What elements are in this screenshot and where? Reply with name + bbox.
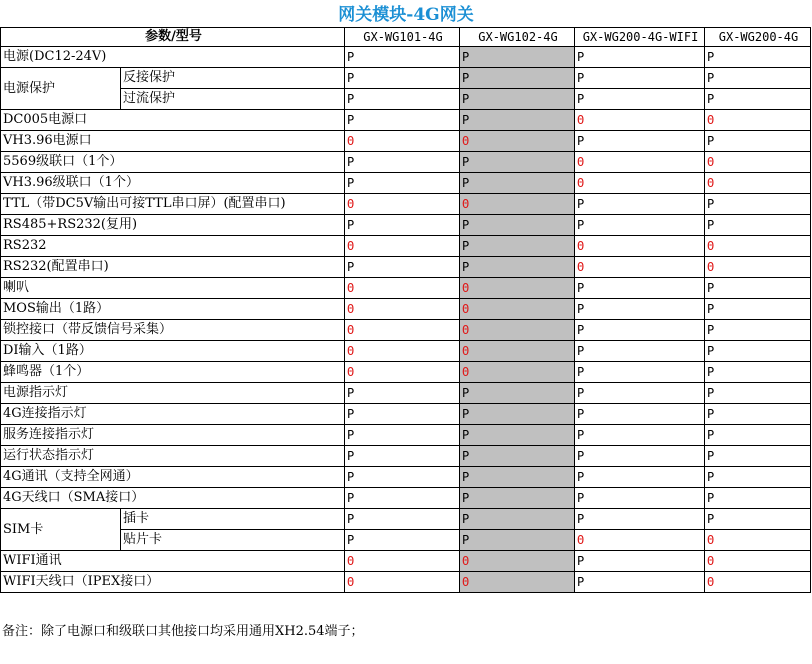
value-cell xyxy=(575,215,705,236)
value-cell xyxy=(575,278,705,299)
value-cell xyxy=(575,551,705,572)
not-supported-mark: Θ xyxy=(347,134,355,148)
supported-mark: P xyxy=(577,512,585,526)
table-row xyxy=(1,467,811,488)
table-row xyxy=(1,530,811,551)
not-supported-mark: Θ xyxy=(462,575,470,589)
supported-mark: P xyxy=(462,176,470,190)
value-cell xyxy=(460,173,575,194)
row-label: 4G天线口（SMA接口） xyxy=(1,488,345,509)
header-param: 参数/型号 xyxy=(1,28,345,47)
table-row xyxy=(1,47,811,68)
value-cell xyxy=(345,320,460,341)
value-cell xyxy=(575,152,705,173)
value-cell xyxy=(460,89,575,110)
supported-mark: P xyxy=(707,50,715,64)
value-cell xyxy=(575,131,705,152)
row-label: RS485+RS232(复用) xyxy=(1,215,345,236)
supported-mark: P xyxy=(577,71,585,85)
not-supported-mark: Θ xyxy=(462,554,470,568)
not-supported-mark: Θ xyxy=(707,155,715,169)
supported-mark: P xyxy=(462,428,470,442)
supported-mark: P xyxy=(462,260,470,274)
value-cell xyxy=(575,236,705,257)
supported-mark: P xyxy=(707,512,715,526)
header-model: GX-WG200-4G-WIFI xyxy=(575,28,705,47)
supported-mark: P xyxy=(577,554,585,568)
value-cell xyxy=(345,362,460,383)
not-supported-mark: Θ xyxy=(347,575,355,589)
row-label: 锁控接口（带反馈信号采集） xyxy=(1,320,345,341)
row-label: 喇叭 xyxy=(1,278,345,299)
value-cell xyxy=(460,488,575,509)
supported-mark: P xyxy=(347,260,355,274)
supported-mark: P xyxy=(577,218,585,232)
value-cell xyxy=(705,152,811,173)
supported-mark: P xyxy=(707,218,715,232)
value-cell xyxy=(575,194,705,215)
value-cell xyxy=(705,551,811,572)
value-cell xyxy=(460,320,575,341)
value-cell xyxy=(705,509,811,530)
supported-mark: P xyxy=(462,512,470,526)
supported-mark: P xyxy=(347,491,355,505)
row-label: RS232 xyxy=(1,236,345,257)
row-label: 蜂鸣器（1个） xyxy=(1,362,345,383)
value-cell xyxy=(705,488,811,509)
supported-mark: P xyxy=(462,92,470,106)
supported-mark: P xyxy=(577,302,585,316)
value-cell xyxy=(575,488,705,509)
supported-mark: P xyxy=(347,113,355,127)
value-cell xyxy=(575,341,705,362)
supported-mark: P xyxy=(462,155,470,169)
row-label: 电源指示灯 xyxy=(1,383,345,404)
row-label: 电源(DC12-24V) xyxy=(1,47,345,68)
value-cell xyxy=(575,299,705,320)
value-cell xyxy=(575,173,705,194)
value-cell xyxy=(705,110,811,131)
footnote: 备注：除了电源口和级联口其他接口均采用通用XH2.54端子； xyxy=(2,624,364,639)
value-cell xyxy=(460,68,575,89)
supported-mark: P xyxy=(577,344,585,358)
supported-mark: P xyxy=(577,386,585,400)
value-cell xyxy=(460,572,575,593)
value-cell xyxy=(575,572,705,593)
supported-mark: P xyxy=(707,92,715,106)
not-supported-mark: Θ xyxy=(707,533,715,547)
not-supported-mark: Θ xyxy=(577,533,585,547)
supported-mark: P xyxy=(707,491,715,505)
row-label: 电源保护 xyxy=(1,68,121,110)
value-cell xyxy=(705,425,811,446)
supported-mark: P xyxy=(577,365,585,379)
not-supported-mark: Θ xyxy=(577,260,585,274)
value-cell xyxy=(575,47,705,68)
table-row xyxy=(1,488,811,509)
supported-mark: P xyxy=(707,302,715,316)
not-supported-mark: Θ xyxy=(347,302,355,316)
table-row xyxy=(1,383,811,404)
supported-mark: P xyxy=(347,176,355,190)
value-cell xyxy=(575,509,705,530)
value-cell xyxy=(345,425,460,446)
not-supported-mark: Θ xyxy=(462,323,470,337)
value-cell xyxy=(345,131,460,152)
supported-mark: P xyxy=(707,134,715,148)
supported-mark: P xyxy=(347,71,355,85)
table-row xyxy=(1,425,811,446)
table-row xyxy=(1,509,811,530)
value-cell xyxy=(575,257,705,278)
value-cell xyxy=(345,194,460,215)
supported-mark: P xyxy=(462,218,470,232)
supported-mark: P xyxy=(462,470,470,484)
value-cell xyxy=(460,509,575,530)
value-cell xyxy=(345,152,460,173)
value-cell xyxy=(460,278,575,299)
value-cell xyxy=(345,257,460,278)
row-label: WIFI通讯 xyxy=(1,551,345,572)
spec-table xyxy=(0,27,811,593)
value-cell xyxy=(345,488,460,509)
value-cell xyxy=(705,404,811,425)
value-cell xyxy=(460,446,575,467)
row-label: 4G通讯（支持全网通） xyxy=(1,467,345,488)
not-supported-mark: Θ xyxy=(462,302,470,316)
value-cell xyxy=(575,320,705,341)
value-cell xyxy=(345,68,460,89)
row-label: 服务连接指示灯 xyxy=(1,425,345,446)
table-row xyxy=(1,404,811,425)
header-model: GX-WG200-4G xyxy=(705,28,811,47)
supported-mark: P xyxy=(347,407,355,421)
header-model: GX-WG102-4G xyxy=(460,28,575,47)
not-supported-mark: Θ xyxy=(707,260,715,274)
not-supported-mark: Θ xyxy=(347,239,355,253)
not-supported-mark: Θ xyxy=(462,344,470,358)
value-cell xyxy=(575,89,705,110)
value-cell xyxy=(345,47,460,68)
value-cell xyxy=(705,362,811,383)
row-label: DI输入（1路） xyxy=(1,341,345,362)
supported-mark: P xyxy=(707,428,715,442)
value-cell xyxy=(575,425,705,446)
supported-mark: P xyxy=(462,449,470,463)
value-cell xyxy=(575,530,705,551)
value-cell xyxy=(345,173,460,194)
row-label: RS232(配置串口) xyxy=(1,257,345,278)
table-row xyxy=(1,572,811,593)
table-row xyxy=(1,173,811,194)
supported-mark: P xyxy=(577,92,585,106)
supported-mark: P xyxy=(707,470,715,484)
value-cell xyxy=(705,530,811,551)
not-supported-mark: Θ xyxy=(707,113,715,127)
table-row xyxy=(1,446,811,467)
supported-mark: P xyxy=(707,71,715,85)
not-supported-mark: Θ xyxy=(462,134,470,148)
value-cell xyxy=(575,383,705,404)
header-model: GX-WG101-4G xyxy=(345,28,460,47)
value-cell xyxy=(460,215,575,236)
value-cell xyxy=(460,467,575,488)
table-header-row xyxy=(1,28,811,47)
value-cell xyxy=(460,404,575,425)
not-supported-mark: Θ xyxy=(347,344,355,358)
value-cell xyxy=(345,572,460,593)
supported-mark: P xyxy=(347,155,355,169)
row-sublabel: 贴片卡 xyxy=(121,530,345,551)
supported-mark: P xyxy=(462,113,470,127)
value-cell xyxy=(705,299,811,320)
row-label: DC005电源口 xyxy=(1,110,345,131)
supported-mark: P xyxy=(577,323,585,337)
value-cell xyxy=(460,551,575,572)
value-cell xyxy=(705,236,811,257)
row-sublabel: 插卡 xyxy=(121,509,345,530)
supported-mark: P xyxy=(462,533,470,547)
value-cell xyxy=(460,530,575,551)
not-supported-mark: Θ xyxy=(707,176,715,190)
value-cell xyxy=(460,383,575,404)
value-cell xyxy=(705,572,811,593)
value-cell xyxy=(345,509,460,530)
supported-mark: P xyxy=(347,386,355,400)
value-cell xyxy=(345,383,460,404)
supported-mark: P xyxy=(347,428,355,442)
table-row xyxy=(1,236,811,257)
supported-mark: P xyxy=(347,533,355,547)
value-cell xyxy=(705,278,811,299)
table-row xyxy=(1,320,811,341)
not-supported-mark: Θ xyxy=(707,554,715,568)
value-cell xyxy=(575,68,705,89)
supported-mark: P xyxy=(707,365,715,379)
supported-mark: P xyxy=(577,281,585,295)
value-cell xyxy=(705,47,811,68)
value-cell xyxy=(345,236,460,257)
value-cell xyxy=(460,341,575,362)
supported-mark: P xyxy=(577,134,585,148)
value-cell xyxy=(705,257,811,278)
value-cell xyxy=(705,89,811,110)
supported-mark: P xyxy=(462,50,470,64)
value-cell xyxy=(460,194,575,215)
value-cell xyxy=(575,110,705,131)
supported-mark: P xyxy=(462,239,470,253)
row-label: MOS输出（1路） xyxy=(1,299,345,320)
table-row xyxy=(1,341,811,362)
table-row xyxy=(1,110,811,131)
value-cell xyxy=(460,47,575,68)
value-cell xyxy=(575,404,705,425)
not-supported-mark: Θ xyxy=(462,281,470,295)
table-row xyxy=(1,89,811,110)
page-title: 网关模块-4G网关 xyxy=(338,5,474,25)
value-cell xyxy=(345,341,460,362)
row-label: TTL（带DC5V输出可接TTL串口屏）(配置串口) xyxy=(1,194,345,215)
supported-mark: P xyxy=(462,407,470,421)
value-cell xyxy=(705,446,811,467)
value-cell xyxy=(345,551,460,572)
not-supported-mark: Θ xyxy=(462,197,470,211)
value-cell xyxy=(345,89,460,110)
supported-mark: P xyxy=(577,407,585,421)
not-supported-mark: Θ xyxy=(577,155,585,169)
value-cell xyxy=(460,236,575,257)
row-label: 运行状态指示灯 xyxy=(1,446,345,467)
table-row xyxy=(1,131,811,152)
supported-mark: P xyxy=(707,344,715,358)
table-row xyxy=(1,278,811,299)
supported-mark: P xyxy=(577,491,585,505)
supported-mark: P xyxy=(577,197,585,211)
row-label: 5569级联口（1个） xyxy=(1,152,345,173)
supported-mark: P xyxy=(707,323,715,337)
supported-mark: P xyxy=(577,470,585,484)
supported-mark: P xyxy=(347,50,355,64)
table-row xyxy=(1,152,811,173)
supported-mark: P xyxy=(707,407,715,421)
not-supported-mark: Θ xyxy=(462,365,470,379)
value-cell xyxy=(575,362,705,383)
supported-mark: P xyxy=(347,449,355,463)
row-label: SIM卡 xyxy=(1,509,121,551)
row-label: VH3.96级联口（1个） xyxy=(1,173,345,194)
value-cell xyxy=(460,362,575,383)
row-sublabel: 反接保护 xyxy=(121,68,345,89)
table-row xyxy=(1,551,811,572)
supported-mark: P xyxy=(462,491,470,505)
supported-mark: P xyxy=(462,386,470,400)
not-supported-mark: Θ xyxy=(577,176,585,190)
not-supported-mark: Θ xyxy=(577,239,585,253)
value-cell xyxy=(345,467,460,488)
value-cell xyxy=(345,215,460,236)
value-cell xyxy=(460,152,575,173)
not-supported-mark: Θ xyxy=(707,575,715,589)
value-cell xyxy=(345,110,460,131)
supported-mark: P xyxy=(577,50,585,64)
supported-mark: P xyxy=(577,575,585,589)
row-label: VH3.96电源口 xyxy=(1,131,345,152)
supported-mark: P xyxy=(707,197,715,211)
supported-mark: P xyxy=(462,71,470,85)
not-supported-mark: Θ xyxy=(347,197,355,211)
value-cell xyxy=(345,446,460,467)
value-cell xyxy=(705,131,811,152)
value-cell xyxy=(705,194,811,215)
value-cell xyxy=(705,68,811,89)
supported-mark: P xyxy=(707,281,715,295)
not-supported-mark: Θ xyxy=(347,323,355,337)
supported-mark: P xyxy=(577,428,585,442)
value-cell xyxy=(705,320,811,341)
supported-mark: P xyxy=(707,449,715,463)
not-supported-mark: Θ xyxy=(707,239,715,253)
value-cell xyxy=(460,110,575,131)
value-cell xyxy=(575,446,705,467)
row-label: 4G连接指示灯 xyxy=(1,404,345,425)
supported-mark: P xyxy=(347,218,355,232)
supported-mark: P xyxy=(347,92,355,106)
value-cell xyxy=(345,404,460,425)
table-row xyxy=(1,299,811,320)
value-cell xyxy=(460,299,575,320)
value-cell xyxy=(705,215,811,236)
value-cell xyxy=(460,131,575,152)
table-row xyxy=(1,362,811,383)
not-supported-mark: Θ xyxy=(347,554,355,568)
value-cell xyxy=(705,467,811,488)
value-cell xyxy=(705,383,811,404)
not-supported-mark: Θ xyxy=(577,113,585,127)
value-cell xyxy=(705,341,811,362)
not-supported-mark: Θ xyxy=(347,281,355,295)
value-cell xyxy=(345,278,460,299)
table-row xyxy=(1,68,811,89)
supported-mark: P xyxy=(707,386,715,400)
not-supported-mark: Θ xyxy=(347,365,355,379)
value-cell xyxy=(460,257,575,278)
table-row xyxy=(1,215,811,236)
value-cell xyxy=(345,530,460,551)
supported-mark: P xyxy=(347,512,355,526)
value-cell xyxy=(705,173,811,194)
row-sublabel: 过流保护 xyxy=(121,89,345,110)
value-cell xyxy=(460,425,575,446)
table-row xyxy=(1,194,811,215)
value-cell xyxy=(575,467,705,488)
value-cell xyxy=(345,299,460,320)
supported-mark: P xyxy=(577,449,585,463)
table-row xyxy=(1,257,811,278)
supported-mark: P xyxy=(347,470,355,484)
row-label: WIFI天线口（IPEX接口） xyxy=(1,572,345,593)
